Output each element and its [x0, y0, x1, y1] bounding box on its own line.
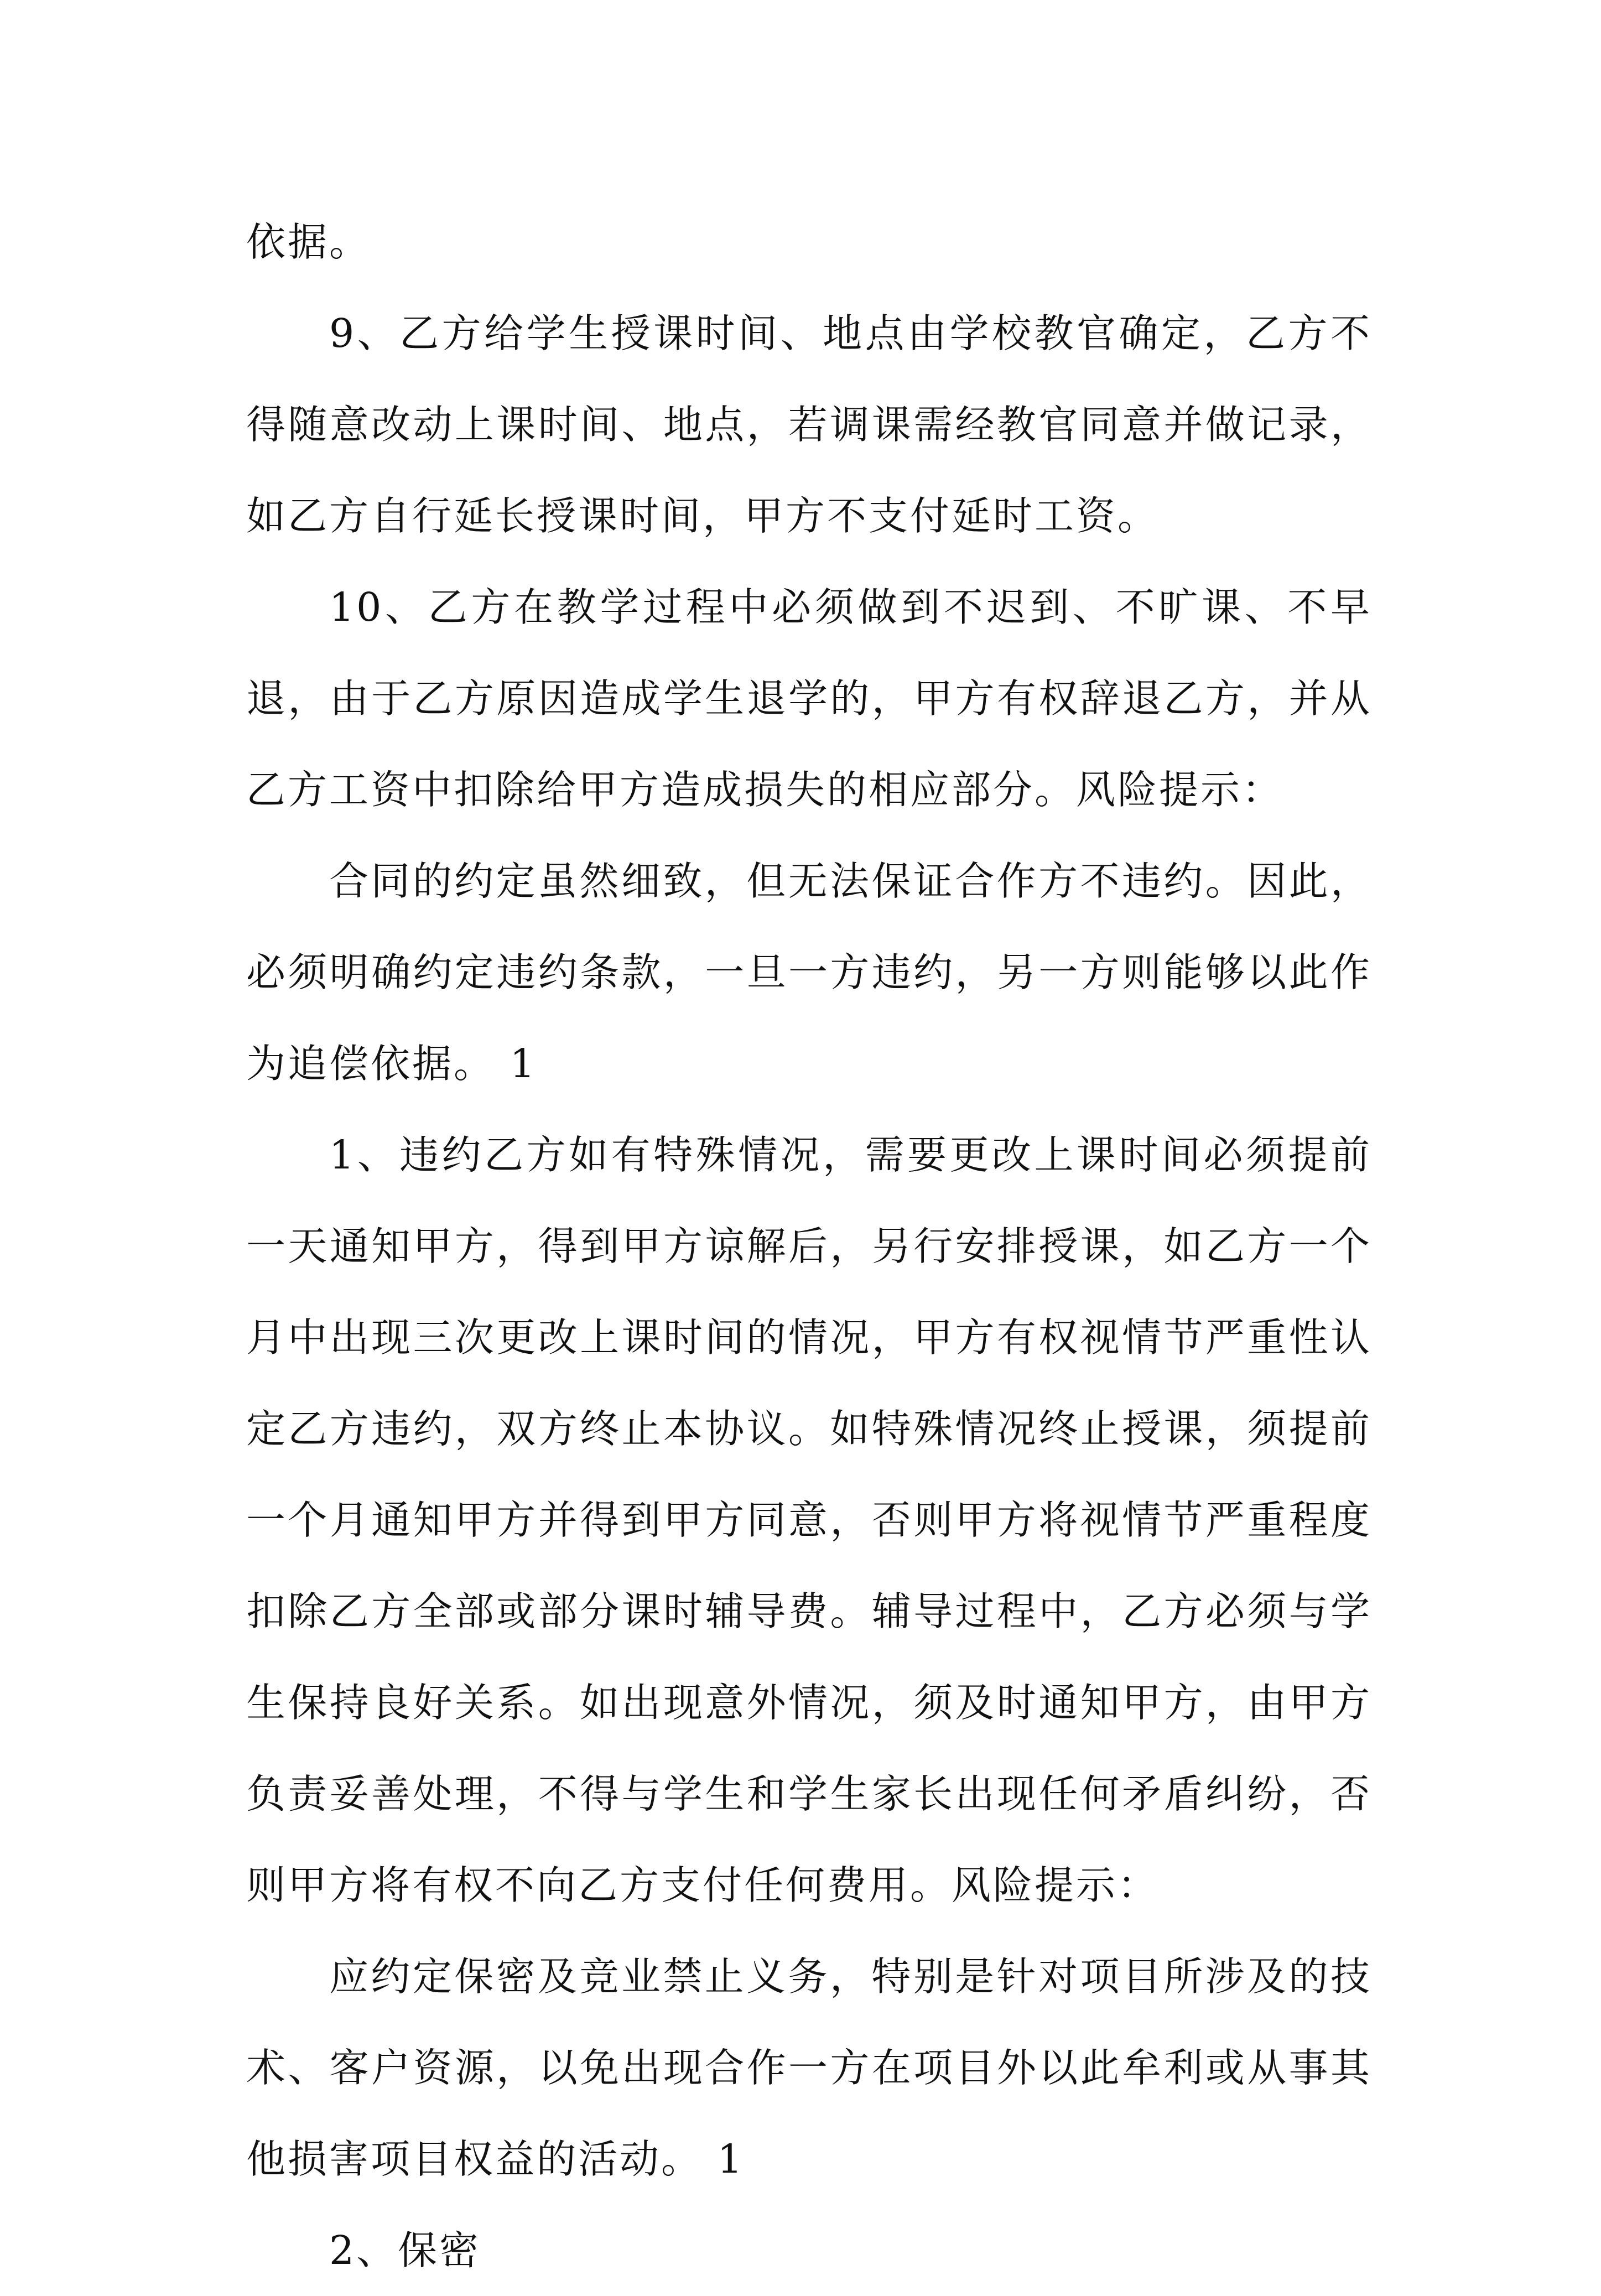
paragraph-risk-note-confidentiality: 应约定保密及竞业禁止义务，特别是针对项目所涉及的技术、客户资源，以免出现合作一方在项目外以此牟利或从事其他损害项目权益的活动。 1 — [246, 1954, 1372, 2182]
document-body — [246, 196, 1372, 2296]
paragraph-confidentiality-heading: 2、保密 — [329, 2227, 481, 2273]
paragraph-clause-10: 10、乙方在教学过程中必须做到不迟到、不旷课、不早退，由于乙方原因造成学生退学的，甲方有权辞退乙方，并从乙方工资中扣除给甲方造成损失的相应部分。风险提示： — [246, 584, 1372, 813]
paragraph-continuation: 依据。 — [246, 219, 371, 265]
paragraph-clause-9: 9、乙方给学生授课时间、地点由学校教官确定，乙方不得随意改动上课时间、地点，若调课需经教官同意并做记录，如乙方自行延长授课时间，甲方不支付延时工资。 — [246, 310, 1372, 539]
paragraph-risk-note-breach: 合同的约定虽然细致，但无法保证合作方不违约。因此，必须明确约定违约条款，一旦一方违约，另一方则能够以此作为追偿依据。 1 — [246, 858, 1372, 1087]
paragraph-breach-clause: 1、违约乙方如有特殊情况，需要更改上课时间必须提前一天通知甲方，得到甲方谅解后，另行安排授课，如乙方一个月中出现三次更改上课时间的情况，甲方有权视情节严重性认定乙方违约，双方终止本协议。如特殊情况终止授课，须提前一个月通知甲方并得到甲方同意，否则甲方将视情节严重程度扣除乙方全部或部分课时辅导费。辅导过程中，乙方必须与学生保持良好关系。如出现意外情况，须及时通知甲方，由甲方负责妥善处理，不得与学生和学生家长出现任何矛盾纠纷，否则甲方将有权不向乙方支付任何费用。风险提示： — [246, 1132, 1372, 1908]
